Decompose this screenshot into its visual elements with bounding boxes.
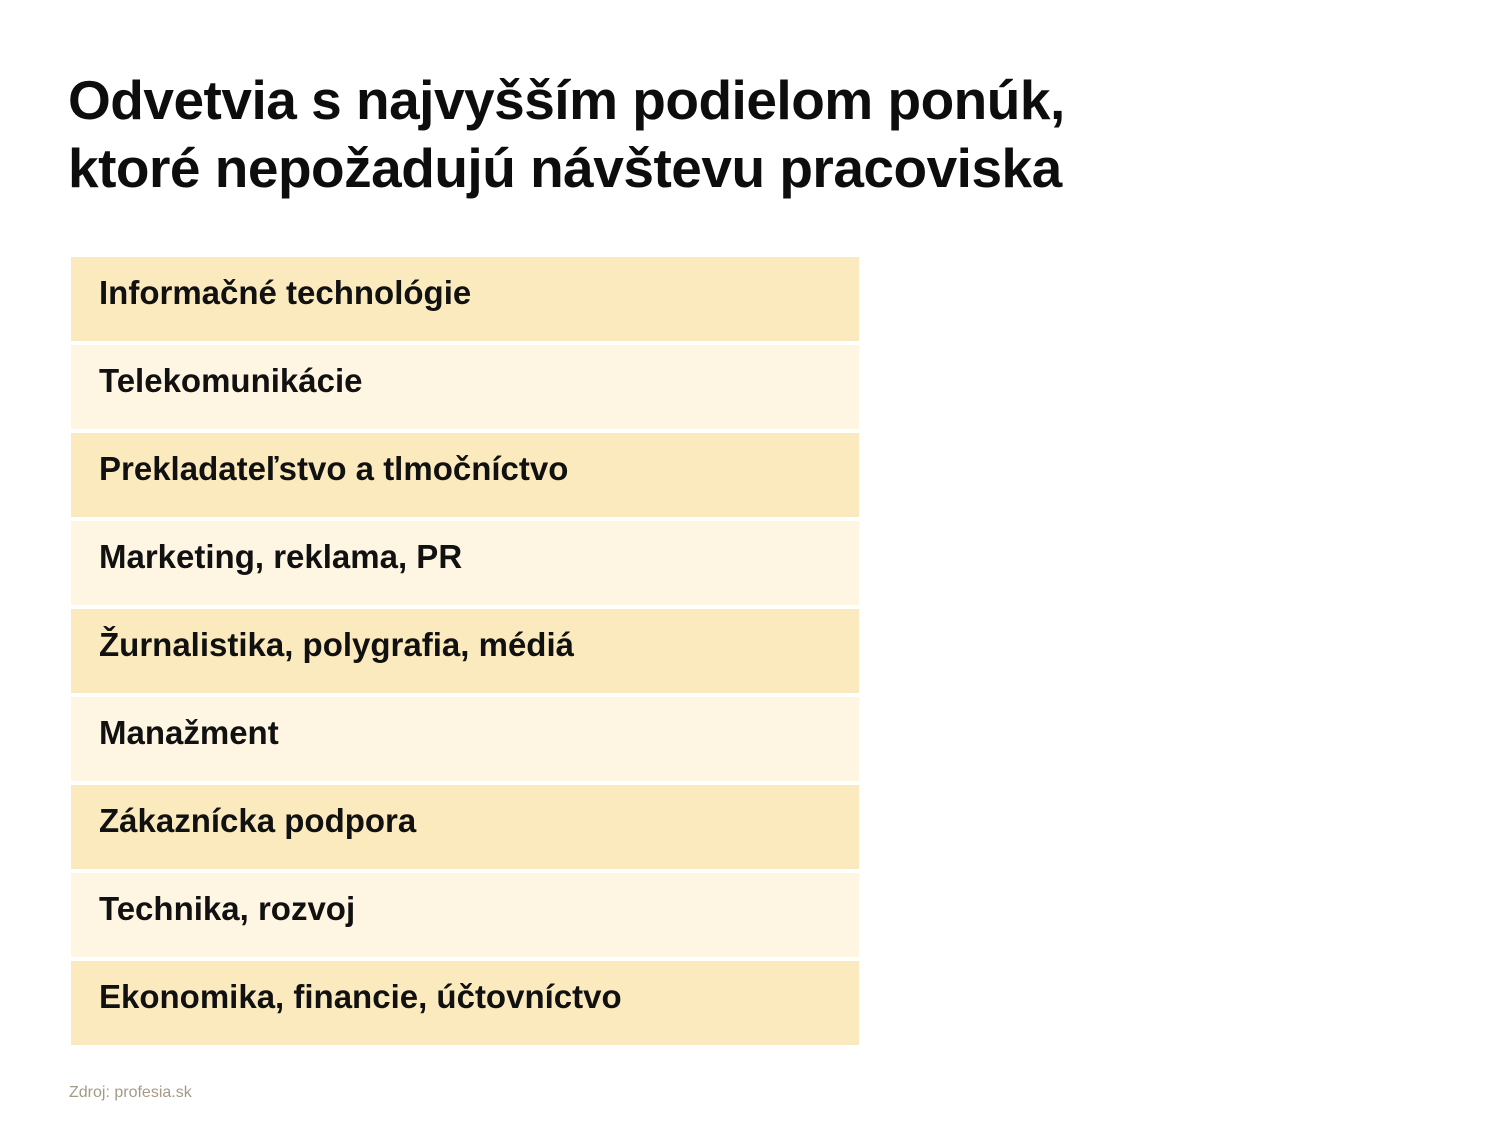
list-item: Žurnalistika, polygrafia, médiá (71, 609, 859, 693)
title-line-1: Odvetvia s najvyšším podielom ponúk, (68, 69, 1065, 131)
list-item: Prekladateľstvo a tlmočníctvo (71, 433, 859, 517)
title-line-2: ktoré nepožadujú návštevu pracoviska (68, 137, 1062, 199)
list-item: Zákaznícka podpora (71, 785, 859, 869)
source-note: Zdroj: profesia.sk (69, 1084, 192, 1101)
list-item: Telekomunikácie (71, 345, 859, 429)
industry-list (71, 257, 859, 1049)
page-title (68, 66, 1368, 202)
list-item: Ekonomika, financie, účtovníctvo (71, 961, 859, 1045)
list-item: Manažment (71, 697, 859, 781)
list-item: Technika, rozvoj (71, 873, 859, 957)
list-item: Marketing, reklama, PR (71, 521, 859, 605)
list-item: Informačné technológie (71, 257, 859, 341)
